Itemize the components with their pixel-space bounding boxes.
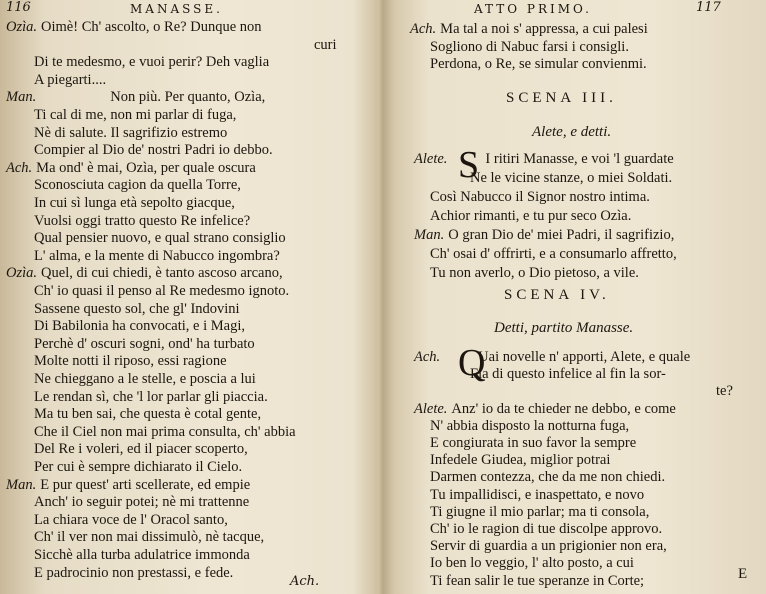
verse-text: Sicchè alla turba adulatrice immonda	[34, 547, 250, 563]
verse-line	[430, 245, 677, 264]
verse-line	[430, 468, 665, 487]
verse-line	[414, 226, 674, 245]
verse-line	[34, 106, 236, 125]
speaker-label: Ach.	[410, 21, 437, 37]
verse-line	[34, 335, 255, 354]
verse-line	[34, 370, 256, 389]
verse-text: O gran Dio de' miei Padri, il sagrifizio,	[448, 227, 675, 243]
verse-text: Non più. Per quanto, Ozìa,	[110, 89, 266, 106]
verse-text: Ma ond' è mai, Ozìa, per quale oscura	[36, 159, 256, 176]
verse-text: Tu impallidisci, e inaspettato, e novo	[430, 486, 645, 503]
verse-text: Achior rimanti, e tu pur seco Ozìa.	[430, 208, 632, 224]
verse-line	[430, 55, 647, 74]
scene-4-heading: SCENA IV.	[504, 287, 610, 303]
verse-line	[34, 229, 286, 248]
verse-text: Ne le vicine stanze, o miei Soldati.	[470, 170, 673, 186]
verse-text: Vuolsi oggi tratto questo Re infelice?	[34, 212, 251, 229]
verse-line	[430, 486, 644, 505]
verse-text: Darmen contezza, che da me non chiedi.	[430, 469, 666, 486]
verse-line	[34, 71, 106, 90]
speaker-label: Man.	[6, 89, 37, 106]
verse-line	[34, 528, 264, 547]
verse-line	[6, 88, 265, 107]
verse-line	[414, 400, 676, 419]
verse-line	[430, 451, 610, 470]
verse-text: I ritiri Manasse, e voi 'l guardate	[485, 151, 674, 167]
verse-line	[314, 36, 337, 55]
verse-text: Compier al Dio de' nostri Padri io debbo.	[34, 142, 273, 159]
verse-line	[430, 264, 639, 283]
verse-line	[34, 176, 241, 195]
running-head: ATTO PRIMO.	[474, 2, 592, 16]
verse-line	[430, 188, 650, 207]
verse-text: Ti giugne il mio parlar; ma ti consola,	[430, 503, 650, 520]
verse-line	[34, 124, 227, 143]
verse-text: Io ben lo veggio, l' alto posto, a cui	[430, 555, 634, 572]
verse-line	[34, 405, 261, 424]
verse-line	[34, 546, 250, 565]
left-page	[0, 0, 380, 594]
verse-text: Le rendan sì, che 'l lor parlar gli piaccia.	[34, 388, 268, 405]
verse-text: Ti cal di me, non mi parlar di fuga,	[34, 107, 237, 123]
verse-line	[6, 476, 250, 495]
verse-text: E congiurata in suo favor la sempre	[430, 435, 637, 451]
verse-line	[34, 493, 249, 512]
verse-text: Ma tu ben sai, che questa è cotal gente,	[34, 406, 262, 423]
verse-text: Di te medesmo, e vuoi perir? Deh vaglia	[34, 54, 270, 71]
verse-line	[410, 20, 648, 39]
verse-text: Quel, di cui chiedi, è tanto ascoso arcano,	[41, 265, 283, 282]
verse-text: Nè di salute. Il sagrifizio estremo	[34, 124, 228, 141]
verse-text: Servir di guardia a un prigionier non era,	[430, 538, 667, 555]
verse-line	[6, 159, 256, 178]
verse-line	[34, 440, 248, 459]
verse-text: In cui sì lunga età sepolto giacque,	[34, 195, 235, 211]
scene-4-dropcap: Q	[458, 342, 486, 384]
verse-line	[34, 247, 280, 266]
verse-line	[430, 554, 634, 573]
verse-text: Infedele Giudea, miglior potrai	[430, 452, 611, 469]
verse-line	[34, 53, 269, 72]
verse-text: Sconosciuta cagion da quella Torre,	[34, 177, 241, 194]
speaker-label: Ach.	[414, 349, 441, 365]
running-head: MANASSE.	[130, 2, 223, 16]
verse-line	[34, 194, 235, 213]
verse-text: Tu non averlo, o Dio pietoso, a vile.	[430, 265, 639, 281]
verse-line	[34, 388, 268, 407]
speaker-label: Man.	[6, 476, 37, 493]
verse-line	[470, 169, 672, 188]
verse-text: curi	[314, 36, 337, 53]
verse-text: Uai novelle n' apporti, Alete, e quale	[478, 349, 691, 365]
verse-text: L' alma, e la mente di Nabucco ingombra?	[34, 247, 280, 264]
verse-line	[6, 264, 283, 283]
verse-text: Molte notti il riposo, essi ragione	[34, 353, 227, 370]
verse-text: Così Nabucco il Signor nostro intima.	[430, 189, 650, 205]
right-page	[386, 0, 766, 594]
scene-3-dropcap: S	[458, 144, 480, 186]
verse-text: Ti fean salir le tue speranze in Corte;	[430, 572, 645, 589]
verse-line	[34, 352, 227, 371]
verse-text: Ch' io quasi il penso al Re medesmo ignoto.	[34, 283, 290, 299]
verse-line	[470, 365, 666, 384]
verse-line	[430, 207, 631, 226]
verse-line	[430, 503, 649, 522]
scene-3-heading: SCENA III.	[506, 90, 617, 106]
verse-text: Sogliono di Nabuc farsi i consigli.	[430, 38, 629, 55]
verse-text: Per cui è sempre dichiarato il Cielo.	[34, 459, 243, 475]
verse-text: Del Re i voleri, ed il piacer scoperto,	[34, 441, 248, 458]
verse-line	[716, 382, 733, 401]
speaker-label: Ach.	[6, 159, 33, 176]
verse-line	[34, 423, 296, 442]
verse-line	[34, 511, 228, 530]
verse-line	[34, 564, 233, 583]
speaker-label: Ozìa.	[6, 265, 38, 282]
verse-line	[34, 317, 245, 336]
verse-line	[34, 300, 240, 319]
verse-line	[34, 282, 289, 301]
verse-text: Ch' il ver non mai dissimulò, nè tacque,	[34, 529, 265, 546]
verse-line	[34, 212, 250, 231]
verse-text: La chiara voce de l' Oracol santo,	[34, 511, 228, 528]
verse-line	[34, 458, 242, 477]
verse-line	[430, 537, 667, 556]
verse-line	[414, 150, 674, 169]
verse-text: Ma tal a noi s' appressa, a cui palesi	[440, 21, 648, 37]
verse-text: E pur quest' arti scellerate, ed empie	[40, 476, 251, 493]
verse-text: Qual pensier nuovo, e qual strano consiglio	[34, 230, 286, 247]
page-number: 117	[696, 0, 721, 15]
verse-line	[414, 348, 690, 367]
verse-line	[34, 141, 273, 160]
verse-text: Ne chieggano a le stelle, e poscia a lui	[34, 371, 256, 387]
page-number: 116	[6, 0, 31, 15]
scene-3-cast: Alete, e detti.	[532, 124, 612, 140]
verse-line	[430, 417, 629, 436]
verse-text: Sassene questo sol, che gl' Indovini	[34, 300, 240, 317]
speaker-label: Ozìa.	[6, 19, 38, 35]
speaker-label: Alete.	[414, 151, 448, 167]
verse-text: Oimè! Ch' ascolto, o Re? Dunque non	[41, 19, 262, 35]
verse-line	[6, 18, 262, 37]
verse-text: Anch' io seguir potei; nè mi trattenne	[34, 494, 250, 511]
verse-text: A piegarti....	[34, 71, 107, 88]
verse-text: E padrocinio non prestassi, e fede.	[34, 564, 234, 581]
verse-text: Fia di questo infelice al fin la sor-	[470, 366, 666, 383]
verse-text: Che il Ciel non mai prima consulta, ch' abbia	[34, 423, 296, 440]
verse-text: Ch' io le ragion di tue discolpe approvo.	[430, 521, 663, 537]
verse-text: Perchè d' oscuri sogni, ond' ha turbato	[34, 335, 255, 352]
verse-line	[430, 38, 629, 57]
verse-line	[430, 572, 644, 591]
signature-mark: E	[738, 566, 748, 582]
verse-text: te?	[716, 383, 733, 400]
speaker-label: Man.	[414, 227, 445, 243]
catchword: Ach.	[290, 574, 320, 589]
verse-text: Anz' io da te chieder ne debbo, e come	[451, 400, 676, 417]
verse-text: Perdona, o Re, se simular convienmi.	[430, 56, 647, 73]
verse-text: Di Babilonia ha convocati, e i Magi,	[34, 318, 246, 335]
verse-text: Ch' osai d' offrirti, e a consumarlo affretto,	[430, 246, 677, 262]
speaker-label: Alete.	[414, 400, 448, 417]
scene-4-cast: Detti, partito Manasse.	[494, 320, 634, 336]
verse-text: N' abbia disposto la notturna fuga,	[430, 417, 630, 434]
verse-line	[430, 434, 636, 453]
verse-line	[430, 520, 662, 539]
